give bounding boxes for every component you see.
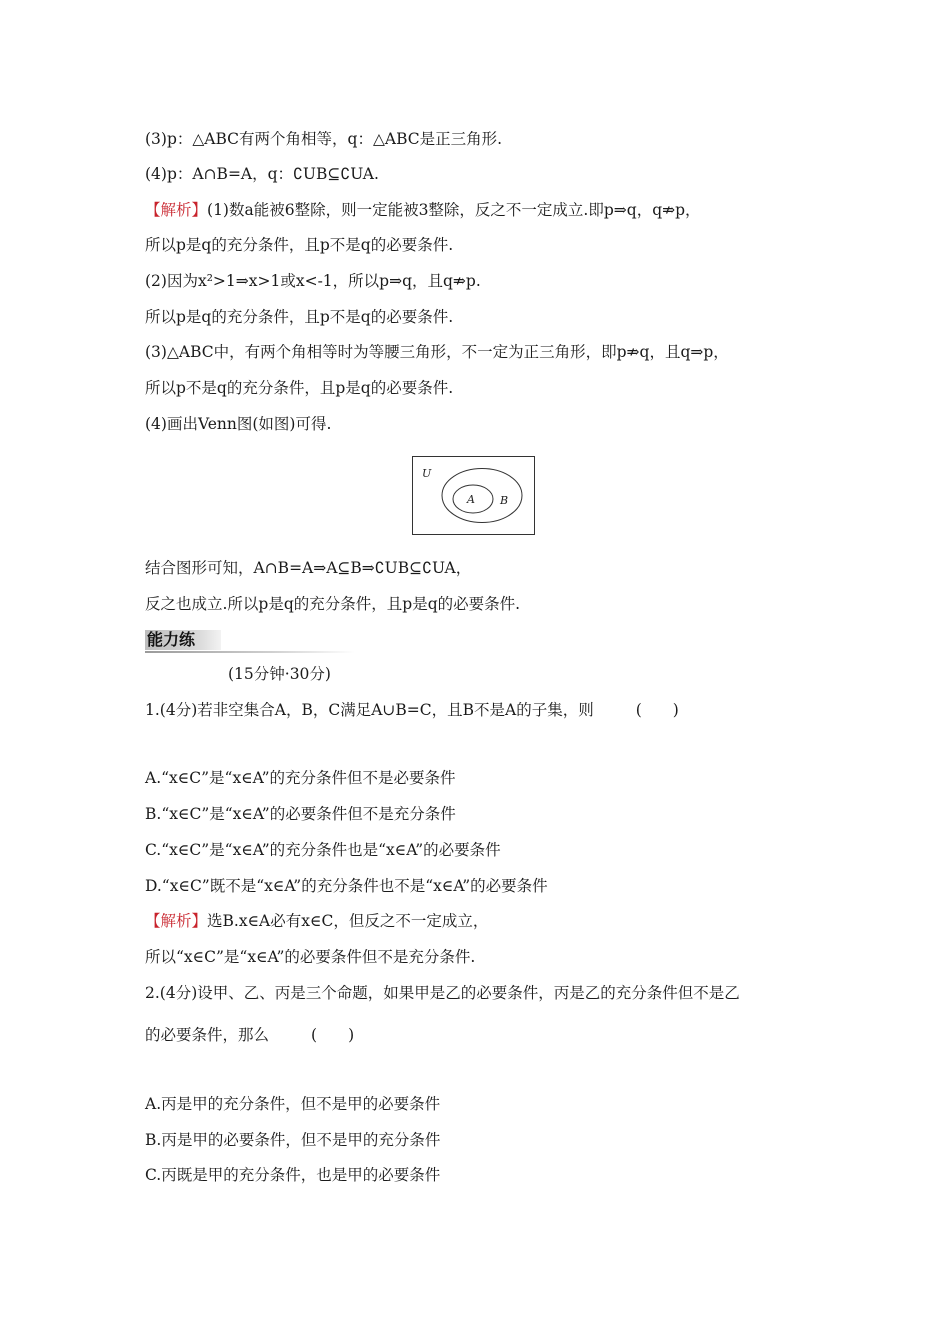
analysis-tag: 【解析】 — [145, 201, 208, 219]
analysis-line — [145, 911, 488, 931]
set-a-label: A — [467, 493, 475, 506]
text-line: (3)△ABC中，有两个角相等时为等腰三角形，不一定为正三角形，即p⇏q，且q⇒p， — [145, 343, 729, 361]
section-title: 能力练 — [147, 630, 196, 649]
text-span: 选B.x∈A必有x∈C，但反之不一定成立， — [207, 912, 489, 930]
option-a: A.丙是甲的充分条件，但不是甲的必要条件 — [145, 1095, 441, 1113]
analysis-line — [145, 200, 701, 220]
text-line: (4)画出Venn图(如图)可得. — [145, 415, 332, 433]
text-line: (2)因为x²>1⇒x>1或x<-1，所以p⇒q，且q⇏p. — [145, 272, 481, 290]
option-d: D.“x∈C”既不是“x∈A”的充分条件也不是“x∈A”的必要条件 — [145, 877, 548, 895]
venn-diagram — [412, 456, 536, 536]
option-b: B.丙是甲的必要条件，但不是甲的充分条件 — [145, 1131, 441, 1149]
question-text: 的必要条件，那么 — [145, 1026, 270, 1044]
question-text: 1.(4分)若非空集合A，B，C满足A∪B=C，且B不是A的子集，则 — [145, 701, 594, 719]
section-heading — [145, 630, 355, 656]
universal-set-label: U — [422, 467, 432, 480]
text-line: 结合图形可知，A∩B=A⇒A⊆B⇒∁UB⊆∁UA， — [145, 559, 472, 577]
set-b-label: B — [500, 494, 509, 507]
answer-paren: ( ) — [311, 1026, 355, 1044]
time-note: (15分钟·30分) — [228, 665, 331, 683]
text-line: (4)p：A∩B=A，q：∁UB⊆∁UA. — [145, 165, 379, 183]
text-line: 反之也成立.所以p是q的充分条件，且p是q的必要条件. — [145, 595, 521, 613]
text-line: 所以p是q的充分条件，且p不是q的必要条件. — [145, 236, 454, 254]
question-2-stem-line-2 — [145, 1025, 354, 1045]
option-c: C.“x∈C”是“x∈A”的充分条件也是“x∈A”的必要条件 — [145, 841, 501, 859]
option-a: A.“x∈C”是“x∈A”的充分条件但不是必要条件 — [145, 769, 456, 787]
option-c: C.丙既是甲的充分条件，也是甲的必要条件 — [145, 1166, 441, 1184]
text-line: (3)p：△ABC有两个角相等，q：△ABC是正三角形. — [145, 130, 503, 148]
question-2-stem-line-1: 2.(4分)设甲、乙、丙是三个命题，如果甲是乙的必要条件，丙是乙的充分条件但不是乙 — [145, 984, 740, 1002]
text-line: 所以“x∈C”是“x∈A”的必要条件但不是充分条件. — [145, 948, 476, 966]
text-line: 所以p是q的充分条件，且p不是q的必要条件. — [145, 308, 454, 326]
text-line: 所以p不是q的充分条件，且p是q的必要条件. — [145, 379, 454, 397]
analysis-tag: 【解析】 — [145, 912, 208, 930]
answer-paren: ( ) — [635, 701, 679, 719]
text-span: (1)数a能被6整除，则一定能被3整除，反之不一定成立.即p⇒q，q⇏p， — [207, 201, 701, 219]
heading-rule — [145, 651, 355, 653]
question-1-stem — [145, 700, 679, 720]
option-b: B.“x∈C”是“x∈A”的必要条件但不是充分条件 — [145, 805, 456, 823]
